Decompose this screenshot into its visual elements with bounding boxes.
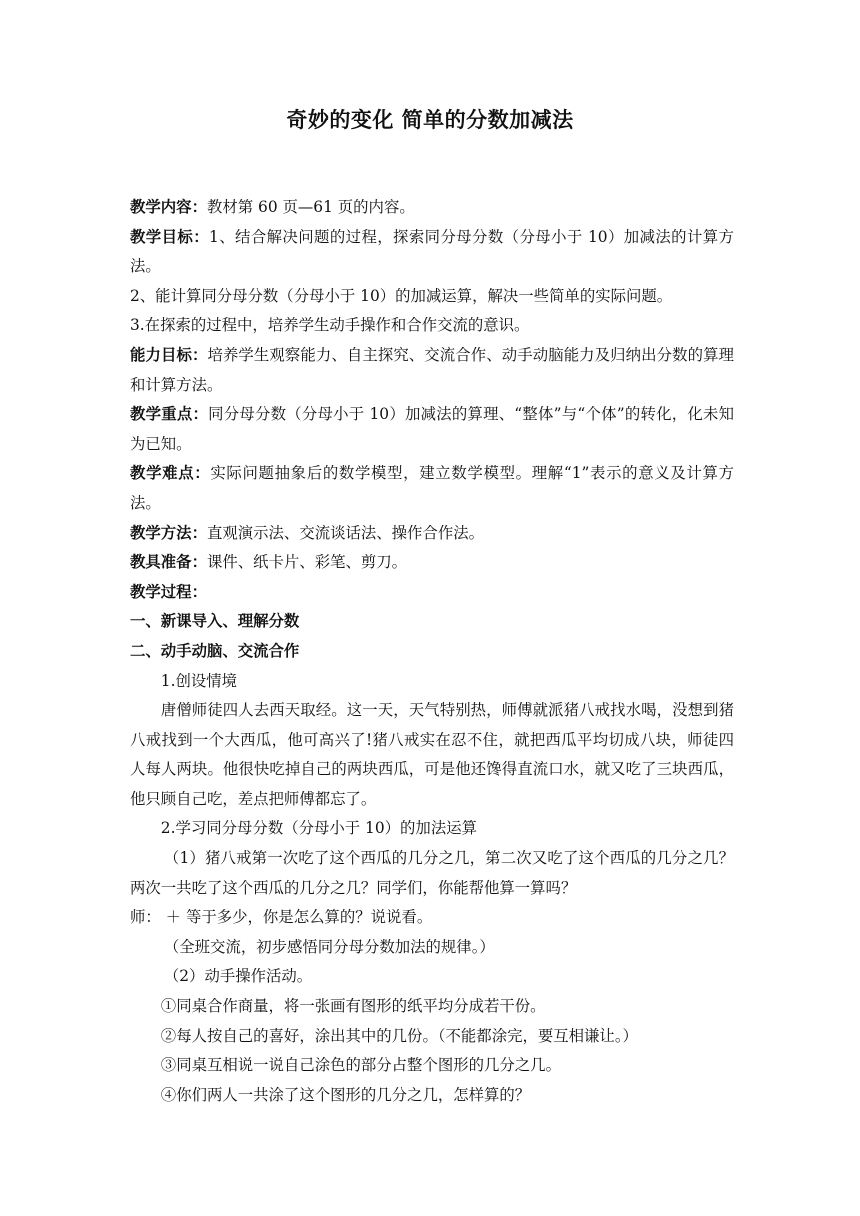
difficulty-line [130,459,734,518]
tools-text: 课件、纸卡片、彩笔、剪刀。 [206,553,408,572]
ability-goal-line [130,341,734,400]
teaching-content-line [130,193,734,223]
teaching-goal-label: 教学目标： [130,227,210,246]
key-point-label: 教学重点： [130,405,209,424]
class-discussion: （全班交流，初步感悟同分母分数加法的规律。） [163,937,495,956]
activity-step-3: ③同桌互相说一说自己涂色的部分占整个图形的几分之几。 [160,1056,561,1075]
question-1-paragraph: （1）猪八戒第一次吃了这个西瓜的几分之几，第二次又吃了这个西瓜的几分之几？两次一共吃了这个西瓜的几分之几？同学们，你能帮他算一算吗？ [130,849,734,897]
activity-step-1: ①同桌合作商量，将一张画有图形的纸平均分成若干份。 [160,997,546,1016]
method-text: 直观演示法、交流谈话法、操作合作法。 [206,523,485,542]
teaching-goal-2: 2、能计算同分母分数（分母小于 10）的加减运算，解决一些简单的实际问题。 [130,286,673,305]
document-body [130,193,734,1110]
tools-label: 教具准备： [130,553,207,572]
activity-step-4: ④你们两人一共涂了这个图形的几分之几，怎样算的？ [160,1085,531,1104]
process-heading: 教学过程： [130,582,207,601]
document-title: 奇妙的变化 简单的分数加减法 [286,107,574,132]
tools-line [130,548,734,578]
ability-goal-text: 培养学生观察能力、自主探究、交流合作、动手动脑能力及归纳出分数的算理和计算方法。 [130,345,734,394]
teaching-content-label: 教学内容： [130,198,207,216]
method-label: 教学方法： [130,523,207,542]
key-point-line [130,400,734,459]
story-paragraph: 唐僧师徒四人去西天取经。这一天，天气特别热，师傅就派猪八戒找水喝，没想到猪八戒找到一个大西瓜，他可高兴了!猪八戒实在忍不住，就把西瓜平均切成八块，师徒四人每人两块。他很快吃掉自己的两块西瓜，可是他还馋得直流口水，就又吃了三块西瓜，他只顾自己吃，差点把师傅都忘了。 [130,701,734,808]
difficulty-text: 实际问题抽象后的数学模型，建立数学模型。理解“1”表示的意义及计算方法。 [130,464,734,512]
section-2-heading: 二、动手动脑、交流合作 [130,641,300,660]
activity-step-2: ②每人按自己的喜好，涂出其中的几份。（不能都涂完，要互相谦让。） [160,1026,638,1045]
teaching-goal-line [130,223,734,282]
teaching-content-text: 教材第 60 页—61 页的内容。 [206,198,415,216]
step-1-heading: 1.创设情境 [160,671,238,690]
method-line [130,519,734,549]
key-point-text: 同分母分数（分母小于 10）加减法的算理、“整体”与“个体”的转化，化未知为已知。 [130,405,734,453]
step-2-heading: 2.学习同分母分数（分母小于 10）的加法运算 [160,819,477,838]
teacher-question: 师： ＋ 等于多少，你是怎么算的？说说看。 [130,908,433,927]
teaching-goal-3: 3.在探索的过程中，培养学生动手操作和合作交流的意识。 [130,316,530,335]
ability-goal-label: 能力目标： [130,345,208,364]
activity-heading: （2）动手操作活动。 [163,967,313,986]
difficulty-label: 教学难点： [130,464,211,483]
section-1-heading: 一、新课导入、理解分数 [130,612,300,631]
teaching-goal-text: 1、结合解决问题的过程，探索同分母分数（分母小于 10）加减法的计算方法。 [130,227,734,276]
